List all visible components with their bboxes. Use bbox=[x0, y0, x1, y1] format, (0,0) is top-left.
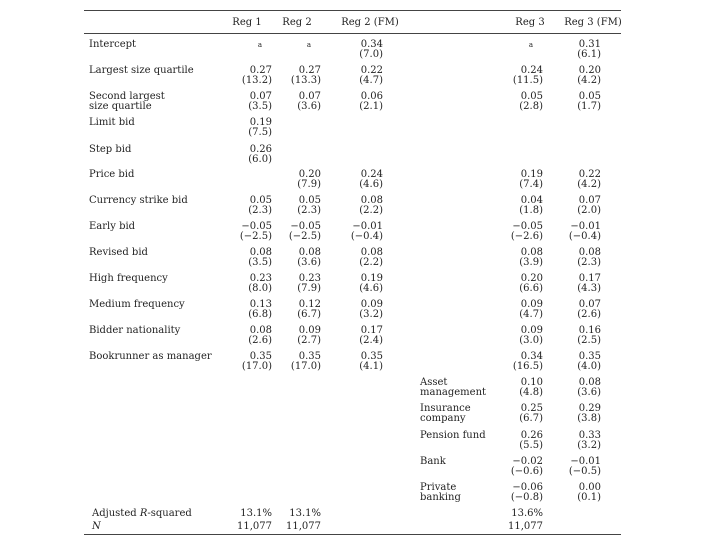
coef-value: 0.19 bbox=[249, 117, 272, 128]
tstat-value: (3.0) bbox=[519, 335, 543, 346]
coef-value: 0.25 bbox=[520, 403, 543, 414]
coef-value: 0.34 bbox=[520, 351, 543, 362]
tstat-value: (0.1) bbox=[577, 492, 601, 503]
row-label: Bookrunner as manager bbox=[89, 351, 212, 362]
coef-value: −0.05 bbox=[290, 221, 321, 232]
row-label: Second largest size quartile bbox=[89, 91, 165, 112]
adjusted-r2-label: Adjusted R-squared bbox=[92, 508, 192, 519]
tstat-value: (2.8) bbox=[519, 101, 543, 112]
row-label: Early bid bbox=[89, 221, 136, 232]
coef-value: 0.07 bbox=[578, 195, 601, 206]
tstat-value: (7.5) bbox=[248, 127, 272, 138]
coef-value: −0.02 bbox=[512, 456, 543, 467]
coef-value: 0.06 bbox=[360, 91, 383, 102]
tstat-value: (3.5) bbox=[248, 101, 272, 112]
coef-value: 0.09 bbox=[298, 325, 321, 336]
coef-value: 0.27 bbox=[298, 65, 321, 76]
tstat-value: (3.6) bbox=[297, 257, 321, 268]
adjusted-r2-value: 13.1% bbox=[240, 508, 272, 519]
coef-value: 0.35 bbox=[298, 351, 321, 362]
tstat-value: (6.6) bbox=[519, 283, 543, 294]
n-value: 11,077 bbox=[286, 521, 321, 532]
coef-value: 0.35 bbox=[578, 351, 601, 362]
coef-value: a bbox=[306, 41, 311, 49]
coef-value: 0.23 bbox=[249, 273, 272, 284]
col-header-reg3: Reg 3 bbox=[515, 17, 545, 28]
investor-label: Pension fund bbox=[420, 430, 486, 441]
coef-value: 0.00 bbox=[578, 482, 601, 493]
tstat-value: (1.7) bbox=[577, 101, 601, 112]
coef-value: 0.22 bbox=[360, 65, 383, 76]
investor-label: Insurance company bbox=[420, 403, 471, 424]
coef-value: −0.06 bbox=[512, 482, 543, 493]
coef-value: 0.05 bbox=[520, 91, 543, 102]
coef-value: 0.07 bbox=[249, 91, 272, 102]
tstat-value: (4.2) bbox=[577, 75, 601, 86]
tstat-value: (1.8) bbox=[519, 205, 543, 216]
tstat-value: (7.9) bbox=[297, 283, 321, 294]
coef-value: 0.19 bbox=[520, 169, 543, 180]
tstat-value: (2.6) bbox=[248, 335, 272, 346]
investor-label: Asset management bbox=[420, 377, 487, 398]
row-label: Step bid bbox=[89, 144, 132, 155]
coef-value: 0.27 bbox=[249, 65, 272, 76]
tstat-value: (3.5) bbox=[248, 257, 272, 268]
coef-value: 0.23 bbox=[298, 273, 321, 284]
coef-value: 0.35 bbox=[360, 351, 383, 362]
coef-value: 0.13 bbox=[249, 299, 272, 310]
coef-value: a bbox=[257, 41, 262, 49]
tstat-value: (4.2) bbox=[577, 179, 601, 190]
coef-value: 0.17 bbox=[360, 325, 383, 336]
tstat-value: (−0.8) bbox=[510, 492, 543, 503]
coef-value: 0.07 bbox=[578, 299, 601, 310]
tstat-value: (3.9) bbox=[519, 257, 543, 268]
coef-value: 0.20 bbox=[578, 65, 601, 76]
row-label: Price bid bbox=[89, 169, 135, 180]
coef-value: 0.12 bbox=[298, 299, 321, 310]
coef-value: 0.24 bbox=[360, 169, 383, 180]
tstat-value: (3.8) bbox=[577, 413, 601, 424]
header-rule bbox=[84, 33, 621, 34]
top-rule bbox=[84, 10, 621, 11]
coef-value: 0.35 bbox=[249, 351, 272, 362]
coef-value: a bbox=[528, 41, 533, 49]
tstat-value: (7.0) bbox=[359, 49, 383, 60]
tstat-value: (3.2) bbox=[359, 309, 383, 320]
tstat-value: (8.0) bbox=[248, 283, 272, 294]
tstat-value: (3.2) bbox=[577, 440, 601, 451]
col-header-reg1: Reg 1 bbox=[232, 17, 262, 28]
tstat-value: (2.2) bbox=[359, 257, 383, 268]
coef-value: 0.26 bbox=[520, 430, 543, 441]
tstat-value: (−0.4) bbox=[568, 231, 601, 242]
coef-value: 0.05 bbox=[249, 195, 272, 206]
tstat-value: (2.0) bbox=[577, 205, 601, 216]
coef-value: −0.05 bbox=[512, 221, 543, 232]
tstat-value: (4.7) bbox=[359, 75, 383, 86]
tstat-value: (6.0) bbox=[248, 154, 272, 165]
tstat-value: (4.8) bbox=[519, 387, 543, 398]
tstat-value: (−0.6) bbox=[510, 466, 543, 477]
coef-value: 0.04 bbox=[520, 195, 543, 206]
coef-value: −0.01 bbox=[352, 221, 383, 232]
tstat-value: (−2.5) bbox=[288, 231, 321, 242]
coef-value: 0.16 bbox=[578, 325, 601, 336]
row-label: Limit bid bbox=[89, 117, 135, 128]
tstat-value: (4.6) bbox=[359, 283, 383, 294]
tstat-value: (4.6) bbox=[359, 179, 383, 190]
coef-value: 0.20 bbox=[298, 169, 321, 180]
tstat-value: (2.5) bbox=[577, 335, 601, 346]
tstat-value: (2.3) bbox=[248, 205, 272, 216]
tstat-value: (6.8) bbox=[248, 309, 272, 320]
coef-value: 0.08 bbox=[249, 325, 272, 336]
investor-label: Bank bbox=[420, 456, 446, 467]
coef-value: 0.08 bbox=[578, 377, 601, 388]
tstat-value: (5.5) bbox=[519, 440, 543, 451]
coef-value: −0.01 bbox=[570, 456, 601, 467]
tstat-value: (17.0) bbox=[290, 361, 321, 372]
tstat-value: (2.7) bbox=[297, 335, 321, 346]
tstat-value: (13.3) bbox=[290, 75, 321, 86]
tstat-value: (3.6) bbox=[297, 101, 321, 112]
col-header-reg3-fm: Reg 3 (FM) bbox=[564, 17, 622, 28]
tstat-value: (4.0) bbox=[577, 361, 601, 372]
row-label: Currency strike bid bbox=[89, 195, 188, 206]
tstat-value: (2.6) bbox=[577, 309, 601, 320]
tstat-value: (2.2) bbox=[359, 205, 383, 216]
adjusted-r2-value: 13.1% bbox=[289, 508, 321, 519]
coef-value: −0.01 bbox=[570, 221, 601, 232]
coef-value: 0.24 bbox=[520, 65, 543, 76]
tstat-value: (13.2) bbox=[241, 75, 272, 86]
coef-value: 0.08 bbox=[249, 247, 272, 258]
tstat-value: (4.1) bbox=[359, 361, 383, 372]
bottom-rule bbox=[84, 534, 621, 535]
coef-value: 0.08 bbox=[360, 195, 383, 206]
coef-value: 0.26 bbox=[249, 144, 272, 155]
tstat-value: (7.4) bbox=[519, 179, 543, 190]
coef-value: 0.17 bbox=[578, 273, 601, 284]
tstat-value: (2.3) bbox=[297, 205, 321, 216]
tstat-value: (4.3) bbox=[577, 283, 601, 294]
coef-value: 0.05 bbox=[578, 91, 601, 102]
tstat-value: (7.9) bbox=[297, 179, 321, 190]
col-header-reg2: Reg 2 bbox=[282, 17, 312, 28]
tstat-value: (−2.5) bbox=[239, 231, 272, 242]
tstat-value: (2.4) bbox=[359, 335, 383, 346]
coef-value: 0.19 bbox=[360, 273, 383, 284]
tstat-value: (2.3) bbox=[577, 257, 601, 268]
coef-value: 0.05 bbox=[298, 195, 321, 206]
row-label: Medium frequency bbox=[89, 299, 185, 310]
n-value: 11,077 bbox=[508, 521, 543, 532]
coef-value: 0.29 bbox=[578, 403, 601, 414]
coef-value: 0.31 bbox=[578, 39, 601, 50]
coef-value: 0.34 bbox=[360, 39, 383, 50]
coef-value: 0.08 bbox=[360, 247, 383, 258]
adjusted-r2-value: 13.6% bbox=[511, 508, 543, 519]
row-label: Largest size quartile bbox=[89, 65, 194, 76]
tstat-value: (4.7) bbox=[519, 309, 543, 320]
coef-value: 0.20 bbox=[520, 273, 543, 284]
tstat-value: (−0.4) bbox=[350, 231, 383, 242]
tstat-value: (2.1) bbox=[359, 101, 383, 112]
coef-value: 0.08 bbox=[520, 247, 543, 258]
tstat-value: (16.5) bbox=[512, 361, 543, 372]
n-label: N bbox=[92, 521, 101, 532]
n-value: 11,077 bbox=[237, 521, 272, 532]
row-label: Intercept bbox=[89, 39, 137, 50]
tstat-value: (6.7) bbox=[519, 413, 543, 424]
coef-value: 0.22 bbox=[578, 169, 601, 180]
tstat-value: (3.6) bbox=[577, 387, 601, 398]
coef-value: 0.07 bbox=[298, 91, 321, 102]
tstat-value: (6.7) bbox=[297, 309, 321, 320]
tstat-value: (−0.5) bbox=[568, 466, 601, 477]
coef-value: 0.09 bbox=[360, 299, 383, 310]
tstat-value: (11.5) bbox=[512, 75, 543, 86]
row-label: Bidder nationality bbox=[89, 325, 181, 336]
row-label: Revised bid bbox=[89, 247, 148, 258]
col-header-reg2-fm: Reg 2 (FM) bbox=[341, 17, 399, 28]
coef-value: 0.10 bbox=[520, 377, 543, 388]
coef-value: −0.05 bbox=[241, 221, 272, 232]
tstat-value: (−2.6) bbox=[510, 231, 543, 242]
coef-value: 0.09 bbox=[520, 299, 543, 310]
tstat-value: (17.0) bbox=[241, 361, 272, 372]
coef-value: 0.33 bbox=[578, 430, 601, 441]
coef-value: 0.08 bbox=[298, 247, 321, 258]
coef-value: 0.09 bbox=[520, 325, 543, 336]
investor-label: Private banking bbox=[420, 482, 461, 503]
coef-value: 0.08 bbox=[578, 247, 601, 258]
tstat-value: (6.1) bbox=[577, 49, 601, 60]
row-label: High frequency bbox=[89, 273, 168, 284]
